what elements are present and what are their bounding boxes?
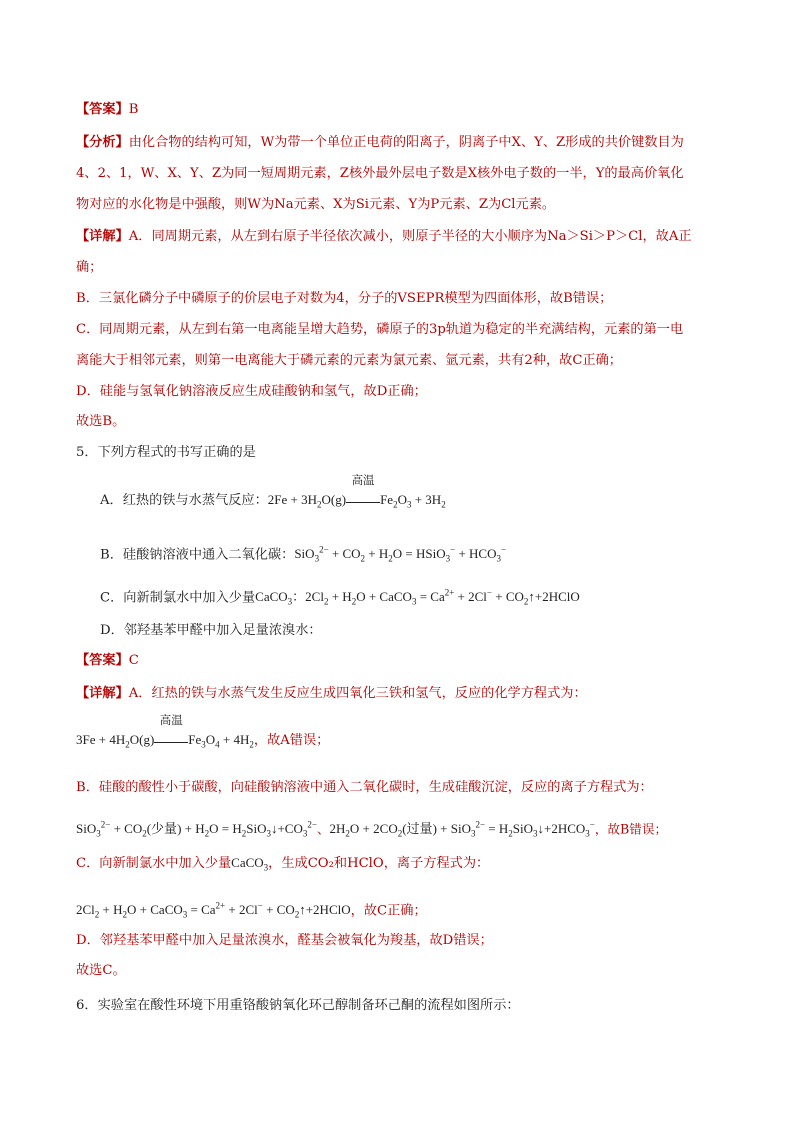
q4-option-b: B．三氯化磷分子中磷原子的价层电子对数为4，分子的VSEPR模型为四面体形，故B错误； — [76, 291, 613, 306]
q5-detail-c-equation: $2Cl_2 + H_2O$ + CaCO$_3$ = $Ca^{2+} + 2Cl^-$ + $CO_2↑+2HClO$，故C正确； — [76, 901, 427, 920]
analysis-label: 【分析】 — [76, 135, 129, 150]
q4-analysis-line2: 4、2、1，W、X、Y、Z为同一短周期元素，Z核外最外层电子数是X核外电子数的一半，Y的最高价氧化 — [76, 166, 684, 181]
q4-analysis-line3: 物对应的水化物是中强酸，则W为Na元素、X为Si元素、Y为P元素、Z为Cl元素。 — [76, 197, 556, 212]
q5-option-c: C．向新制氯水中加入少量CaCO$_3$：$2Cl_2 + H_2O$ + CaCO$_3$ = $Ca^{2+} + 2Cl^-$ + $CO_2↑+2HClO$ — [100, 588, 580, 607]
q6-stem: 6．实验室在酸性环境下用重铬酸钠氧化环己醇制备环己酮的流程如图所示： — [76, 998, 520, 1013]
equation-c: $2Cl_2 + H_2O$ + CaCO$_3$ = $Ca^{2+} + 2Cl^-$ + $CO_2↑+2HClO$ — [305, 588, 580, 607]
q4-detail-line2: 确； — [76, 260, 103, 275]
q4-option-c-line2: 离能大于相邻元素，则第一电离能大于磷元素的元素为氯元素、氩元素，共有2种，故C正确； — [76, 353, 622, 368]
q5-detail-b-equation: $SiO_3^{2-} + CO_2$(少量) + $H_2O$ = $H_2SiO_3↓+CO_3^{2-}$、$2H_2O + 2CO_2$(过量) + $SiO_3^{2-} = H_2SiO_3↓+2HCO_3^-$，故B错误； — [76, 820, 668, 839]
q5-answer: 【答案】C — [76, 653, 139, 668]
q4-option-d: D．硅能与氢氧化钠溶液反应生成硅酸钠和氢气，故D正确； — [76, 384, 427, 399]
q5-option-d: D．邻羟基苯甲醛中加入足量浓溴水： — [100, 623, 322, 638]
q4-answer — [76, 100, 726, 120]
q4-option-c-line1: C．同周期元素，从左到右第一电离能呈增大趋势，磷原子的3p轨道为稳定的半充满结构，元素的第一电 — [76, 322, 684, 337]
q5-option-b: B．硅酸钠溶液中通入二氧化碳：$SiO_3^{2-} + CO_2 + H_2O$ = HSiO$_3$− + $HCO_3^-$ — [100, 545, 507, 564]
detail-label: 【详解】 — [76, 229, 129, 244]
answer-label: 【答案】 — [76, 102, 129, 117]
q5-conclusion: 故选C。 — [76, 963, 126, 978]
reaction-condition: 高温 — [351, 475, 375, 487]
answer-value: B — [128, 102, 139, 117]
q4-analysis-line1: 【分析】由化合物的结构可知，W为带一个单位正电荷的阳离子，阴离子中X、Y、Z形成的共价键数目为 — [76, 135, 684, 150]
q4-conclusion: 故选B。 — [76, 414, 126, 429]
q5-detail-b: B．硅酸的酸性小于碳酸，向硅酸钠溶液中通入二氧化碳时，生成硅酸沉淀，反应的离子方程式为： — [76, 780, 653, 795]
equation-b: $SiO_3^{2-} + CO_2 + H_2O$ = HSiO$_3$− + $HCO_3^-$ — [294, 545, 507, 564]
q5-detail-d: D．邻羟基苯甲醛中加入足量浓溴水，醛基会被氧化为羧基，故D错误； — [76, 933, 493, 948]
q5-detail-a-equation: $3Fe + 4H_2O(g)$ 高温 $Fe_3O_4 + 4H_2$，故A错误； — [76, 715, 330, 750]
q5-detail-c: C．向新制氯水中加入少量CaCO$_3$，生成CO₂和HClO，离子方程式为： — [76, 855, 490, 873]
q5-stem: 5．下列方程式的书写正确的是 — [76, 445, 256, 460]
equation-a: $2Fe + 3H_2O(g)$ 高温 $Fe_2O_3 + 3H_2$ — [267, 475, 446, 510]
q4-detail-line1: 【详解】A．同周期元素，从左到右原子半径依次减小，则原子半径的大小顺序为Na＞Si＞P＞Cl，故A正 — [76, 229, 692, 244]
q5-option-a: A．红热的铁与水蒸气反应：$2Fe + 3H_2O(g)$ 高温 $Fe_2O_3 + 3H_2$ — [100, 475, 446, 510]
q5-detail-a: 【详解】A．红热的铁与水蒸气发生反应生成四氧化三铁和氢气，反应的化学方程式为： — [76, 686, 587, 701]
